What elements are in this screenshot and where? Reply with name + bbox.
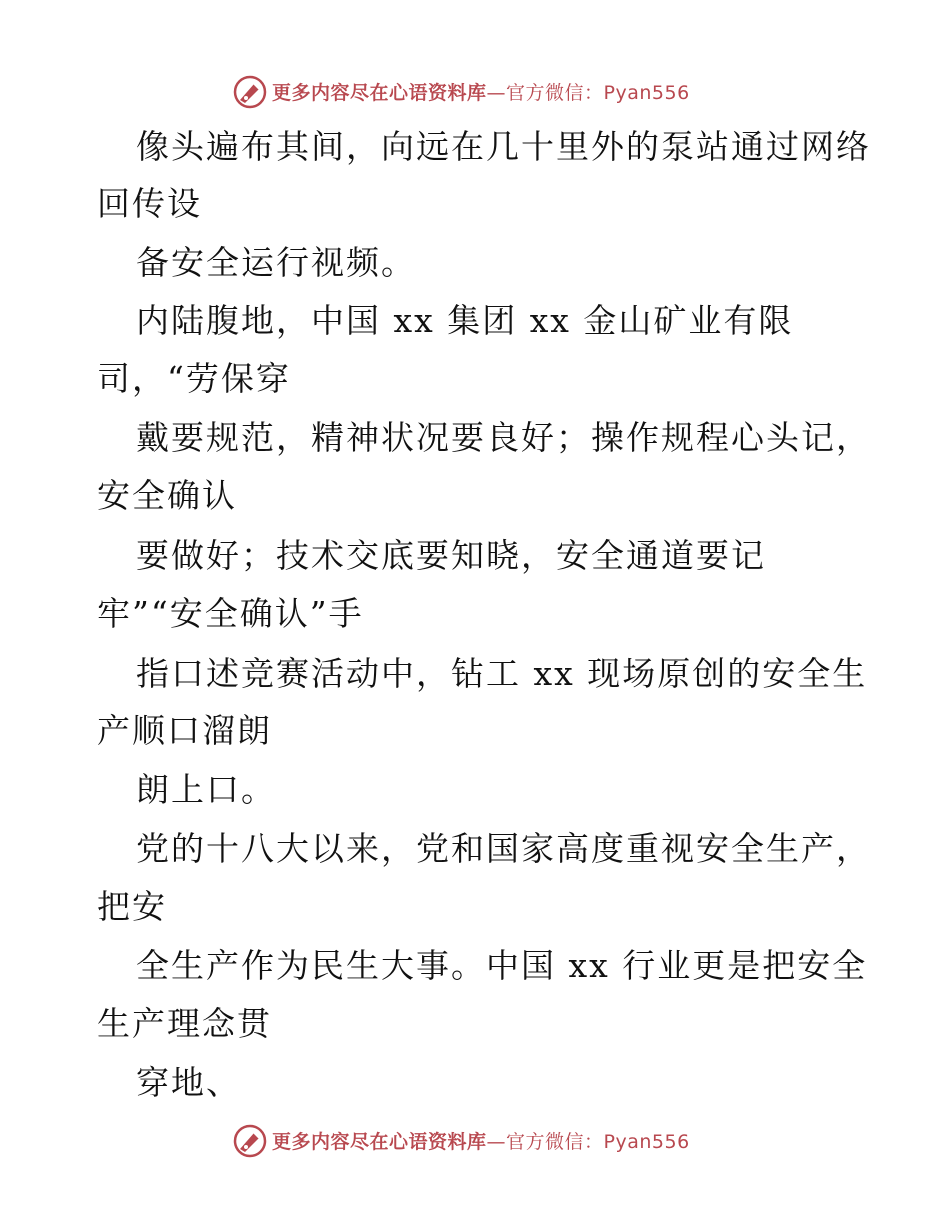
text-line: 穿地、	[136, 1063, 241, 1102]
text-line: 司，“劳保穿	[97, 359, 291, 398]
text-line: 牢”“安全确认”手	[97, 594, 364, 633]
text-line: 要做好；技术交底要知晓，安全通道要记	[136, 536, 766, 575]
dash: —	[486, 1131, 507, 1153]
text-line: 朗上口。	[136, 770, 276, 809]
text-line: 生产理念贯	[97, 1004, 272, 1043]
dash: —	[486, 82, 507, 104]
official-label: 官方微信：	[506, 1131, 604, 1153]
text-line: 指口述竞赛活动中，钻工 xx 现场原创的安全生	[136, 654, 868, 693]
pen-nib-logo-icon	[232, 1123, 268, 1159]
text-line: 党的十八大以来，党和国家高度重视安全生产，	[136, 829, 871, 868]
text-line: 内陆腹地，中国 xx 集团 xx 金山矿业有限	[136, 301, 794, 340]
text-line: 备安全运行视频。	[136, 243, 416, 282]
account-name: Pyan556	[603, 1131, 690, 1153]
text-line: 安全确认	[97, 476, 237, 515]
watermark-text	[272, 1127, 690, 1154]
text-line: 回传设	[97, 184, 202, 223]
footer-watermark-banner	[0, 1121, 950, 1161]
text-line: 产顺口溜朗	[97, 711, 272, 750]
site-name: 更多内容尽在心语资料库	[272, 82, 487, 104]
account-name: Pyan556	[603, 82, 690, 104]
site-name: 更多内容尽在心语资料库	[272, 1131, 487, 1153]
official-label: 官方微信：	[506, 82, 604, 104]
text-line: 把安	[97, 887, 167, 926]
text-line: 戴要规范，精神状况要良好；操作规程心头记，	[136, 418, 871, 457]
text-line: 像头遍布其间，向远在几十里外的泵站通过网络	[136, 127, 871, 166]
text-line: 全生产作为民生大事。中国 xx 行业更是把安全	[136, 946, 868, 985]
